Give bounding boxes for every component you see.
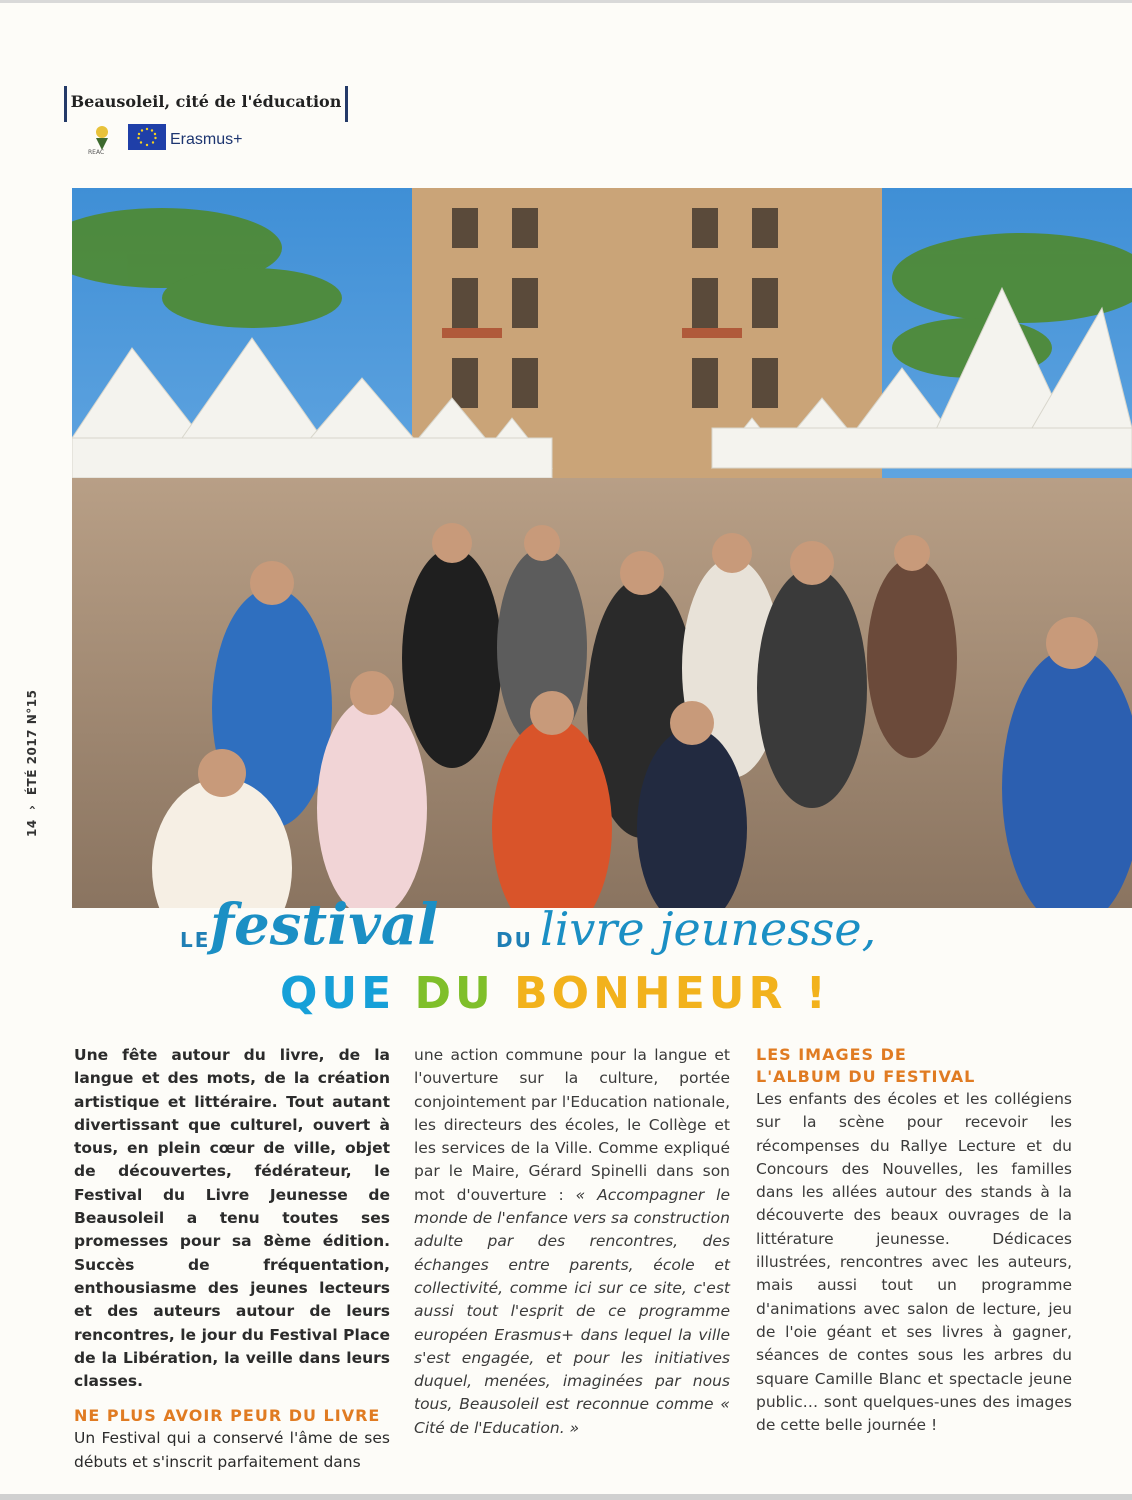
mayor-quote: « Accompagner le monde de l'enfance vers sa construction adulte par des rencontres, des échanges entre parents, école et collectivité, comme ici sur ce site, c'est aussi tout l'esprit de ce programme européen Erasmus+ dans lequel la ville s'est engagée, et pour les initiatives duquel, menées, imaginées par nous tous, Beausoleil est reconnue comme « Cité de l'Education. » — [414, 1185, 730, 1437]
article-column-1 — [74, 1044, 390, 1474]
erasmus-label: Erasmus+ — [170, 131, 243, 148]
reac-logo-text: REAC — [88, 149, 105, 156]
headline-livre-jeunesse: livre jeunesse, — [540, 902, 877, 956]
subhead-images-line-1: LES IMAGES DE — [756, 1045, 907, 1064]
column-2-paragraph — [414, 1044, 730, 1440]
section-header — [64, 86, 348, 122]
column-3-paragraph: Les enfants des écoles et les collégiens sur la scène pour recevoir les récompenses du Rallye Lecture et du Concours des Nouvelles, les familles dans les allées autour des stands à la découverte des beaux ouvrages de la littérature jeunesse. Dédicaces illustrées, rencontres avec les auteurs, mais aussi tout un programme d'animations avec salon de lecture, jeu de l'oie géant et ses livres à gagner, séances de contes sous les arbres du square Camille Blanc et spectacle jeune public… sont quelques-unes des images de cette belle journée ! — [756, 1090, 1072, 1435]
eu-flag-icon — [128, 124, 166, 150]
headline-que: QUE — [280, 968, 396, 1019]
headline-du: DU — [496, 928, 533, 952]
headline-le: LE — [180, 928, 211, 952]
subhead-peur-du-livre: NE PLUS AVOIR PEUR DU LIVRE — [74, 1406, 381, 1426]
headline-bonheur-line — [280, 968, 830, 1019]
column-2-text: une action commune pour la langue et l'ouverture sur la culture, portée conjointement par l'Education nationale, les directeurs des écoles, le Collège et les services de la Ville. Comme expliqué par le Maire, Gérard Spinelli dans son mot d'ouverture : — [414, 1046, 730, 1204]
article-headline — [120, 892, 1120, 1032]
intro-paragraph: Une fête autour du livre, de la langue et des mots, de la création artistique et littéraire. Tout autant divertissant que culturel, ouvert à tous, en plein cœur de ville, objet de découvertes, fédérateur, le Festival du Livre Jeunesse de Beausoleil a tenu toutes ses promesses pour sa 8ème édition. Succès de fréquentation, enthousiasme des jeunes lecteurs et des auteurs autour de leurs rencontres, le jour du Festival Place de la Libération, la veille dans leurs classes. — [74, 1046, 390, 1391]
page-number: 14 — [25, 819, 39, 837]
column-1-paragraph-2: Un Festival qui a conservé l'âme de ses débuts et s'inscrit parfaitement dans — [74, 1429, 390, 1471]
issue-side-label: 14 › ÉTÉ 2017 N°15 — [25, 689, 39, 837]
issue-info: ÉTÉ 2017 N°15 — [25, 689, 39, 796]
headline-bonheur: BONHEUR ! — [514, 968, 830, 1019]
top-edge — [0, 0, 1132, 3]
section-title: Beausoleil, cité de l'éducation — [70, 92, 342, 111]
festival-photo — [72, 188, 1132, 908]
article-column-2 — [414, 1044, 730, 1440]
headline-du2: DU — [414, 968, 495, 1019]
article-column-3 — [756, 1044, 1072, 1437]
headline-festival: festival — [210, 892, 439, 958]
subhead-images-line-2: L'ALBUM DU FESTIVAL — [756, 1067, 976, 1086]
bottom-edge — [0, 1494, 1132, 1500]
